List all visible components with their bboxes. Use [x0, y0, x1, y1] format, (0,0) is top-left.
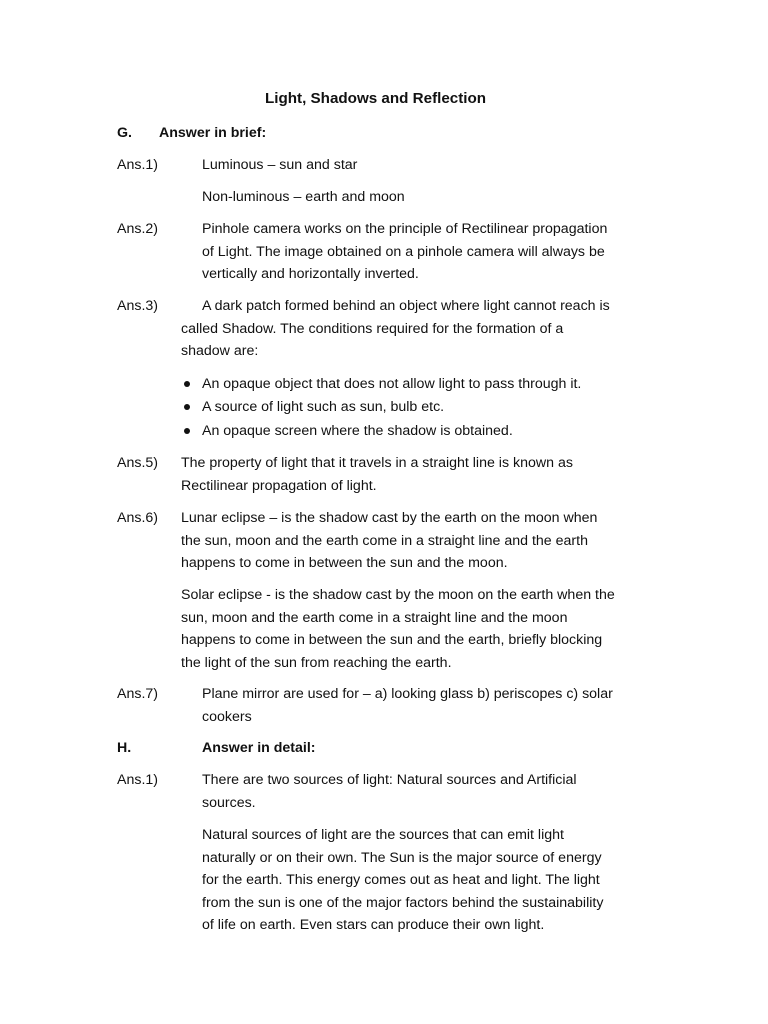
answer-text: Solar eclipse - is the shadow cast by the moon on the earth when the: [181, 587, 615, 603]
answer-label: Ans.7): [117, 686, 159, 702]
bullet-item: A source of light such as sun, bulb etc.: [202, 399, 445, 415]
answer-text: cookers: [202, 708, 252, 725]
answer-text: for the earth. This energy comes out as heat and light. The light: [202, 872, 600, 888]
answer-text: vertically and horizontally inverted.: [202, 266, 419, 282]
answer-text: Lunar eclipse – is the shadow cast by the earth on the moon when: [181, 510, 598, 526]
bullet-icon: [184, 428, 190, 434]
answer-text: sources.: [202, 794, 256, 811]
section-g-heading: Answer in brief:: [159, 125, 267, 141]
answer-label: Ans.6): [117, 510, 159, 526]
bullet-icon: [184, 381, 190, 387]
answer-label: Ans.3): [117, 298, 159, 314]
answer-text: Pinhole camera works on the principle of Rectilinear propagation: [202, 221, 608, 237]
answer-text: Rectilinear propagation of light.: [181, 477, 377, 494]
answer-text: Natural sources of light are the sources that can emit light: [202, 827, 564, 843]
answer-text: the light of the sun from reaching the earth.: [181, 654, 452, 671]
section-h-marker: H.: [117, 740, 132, 756]
bullet-item: An opaque screen where the shadow is obtained.: [202, 423, 513, 439]
answer-text: Plane mirror are used for – a) looking glass b) periscopes c) solar: [202, 686, 613, 702]
bullet-item: An opaque object that does not allow light to pass through it.: [202, 376, 582, 392]
answer-text: of Light. The image obtained on a pinhole camera will always be: [202, 243, 605, 260]
answer-label: Ans.1): [117, 157, 159, 173]
answer-text: called Shadow. The conditions required for the formation of a: [181, 320, 564, 337]
answer-text: happens to come in between the sun and the moon.: [181, 555, 508, 571]
section-g-marker: G.: [117, 125, 132, 141]
answer-text: Luminous – sun and star: [202, 157, 358, 173]
bullet-icon: [184, 404, 190, 410]
answer-label: Ans.1): [117, 772, 159, 788]
answer-label: Ans.2): [117, 221, 159, 237]
answer-text: shadow are:: [181, 343, 259, 359]
section-h-heading: Answer in detail:: [202, 740, 316, 756]
answer-text: The property of light that it travels in a straight line is known as: [181, 455, 573, 471]
answer-text: There are two sources of light: Natural sources and Artificial: [202, 772, 577, 788]
answer-text: from the sun is one of the major factors behind the sustainability: [202, 894, 604, 911]
answer-text: the sun, moon and the earth come in a straight line and the earth: [181, 532, 588, 549]
answer-text: sun, moon and the earth come in a straight line and the moon: [181, 609, 568, 626]
answer-text: naturally or on their own. The Sun is the major source of energy: [202, 849, 602, 866]
answer-text: happens to come in between the sun and the earth, briefly blocking: [181, 632, 603, 648]
answer-text: of life on earth. Even stars can produce their own light.: [202, 917, 545, 933]
answer-text: Non-luminous – earth and moon: [202, 189, 405, 205]
answer-label: Ans.5): [117, 455, 159, 471]
page-title: Light, Shadows and Reflection: [265, 90, 487, 107]
answer-text: A dark patch formed behind an object where light cannot reach is: [202, 298, 610, 314]
